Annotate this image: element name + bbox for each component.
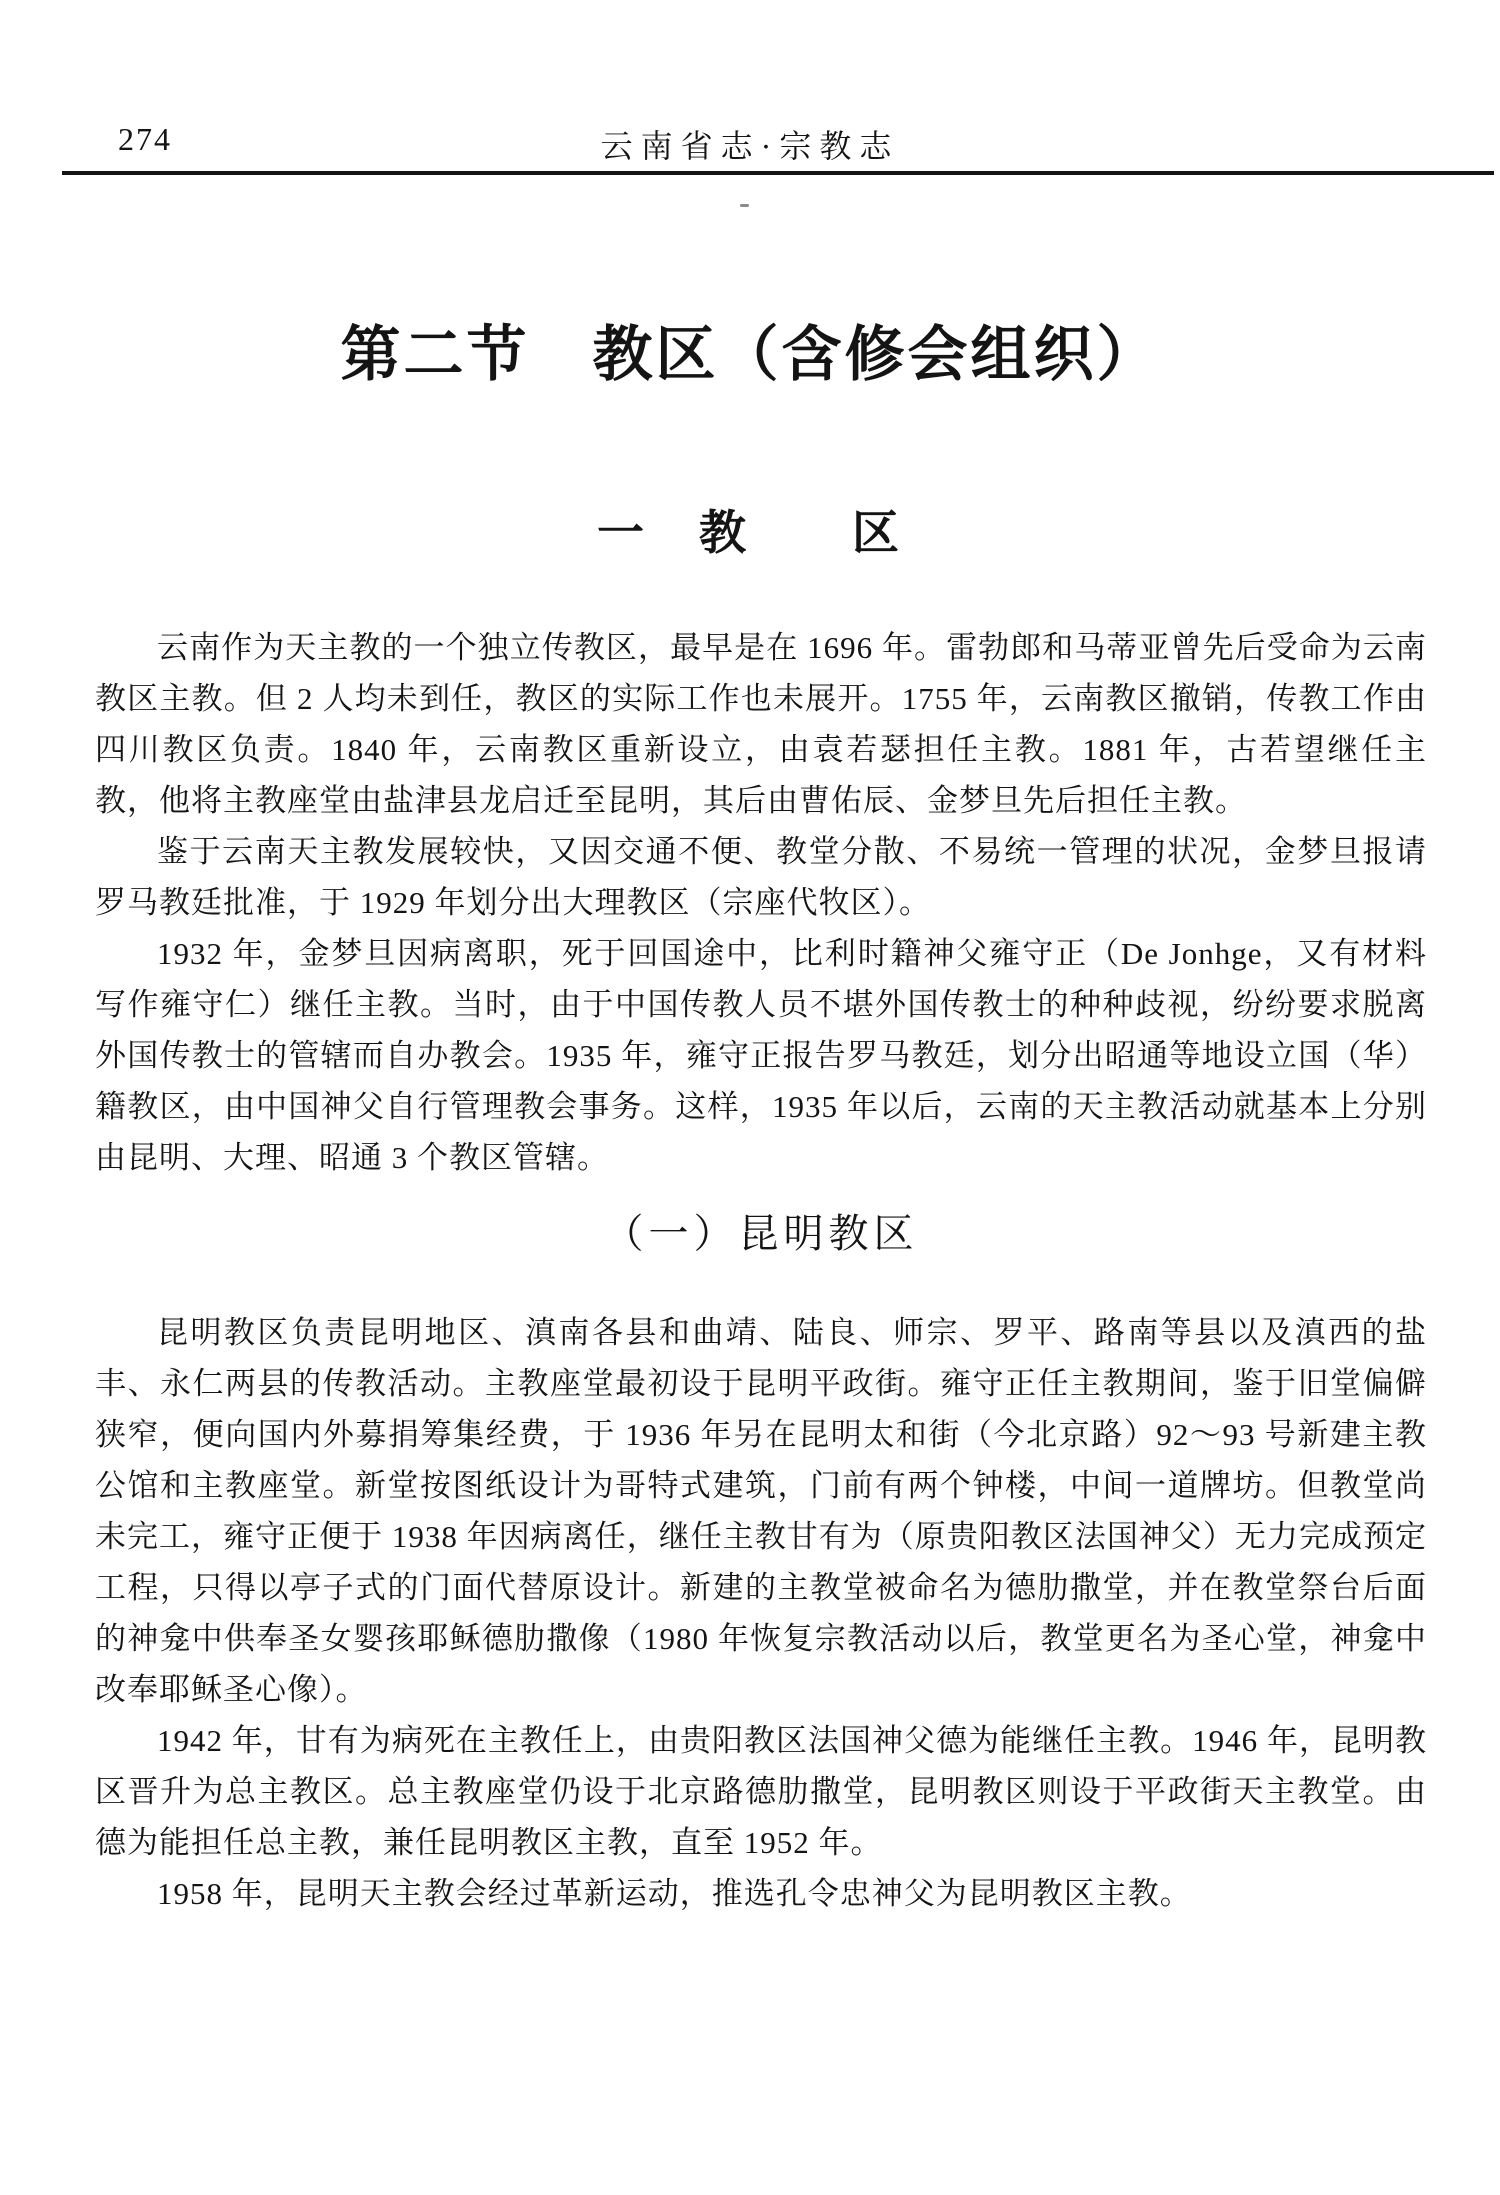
scan-artifact-dot <box>740 204 749 207</box>
part-heading: 一 教 区 <box>597 508 903 560</box>
subsection-heading: （一）昆明教区 <box>603 1211 919 1256</box>
chapter-title: 第二节 教区（含修会组织） <box>340 322 1160 388</box>
page-number: 274 <box>118 121 172 157</box>
paragraph-kunming-3: 1958 年，昆明天主教会经过革新运动，推选孔令忠神父为昆明教区主教。 <box>157 1876 1192 1911</box>
body-text <box>95 622 1427 1919</box>
paragraph-kunming-2: 1942 年，甘有为病死在主教任上，由贵阳教区法国神父德为能继任主教。1946 年，昆明教区晋升为总主教区。总主教座堂仍设于北京路德肋撒堂，昆明教区则设于平政街天主教堂。由德为能担任总主教，兼任昆明教区主教，直至 1952 年。 <box>95 1723 1427 1860</box>
header-rule <box>62 171 1494 175</box>
running-title: 云南省志·宗教志 <box>600 128 900 164</box>
paragraph-kunming-1: 昆明教区负责昆明地区、滇南各县和曲靖、陆良、师宗、罗平、路南等县以及滇西的盐丰、永仁两县的传教活动。主教座堂最初设于昆明平政街。雍守正任主教期间，鉴于旧堂偏僻狭窄，便向国内外募捐筹集经费，于 1936 年另在昆明太和街（今北京路）92～93 号新建主教公馆和主教座堂。新堂按图纸设计为哥特式建筑，门前有两个钟楼，中间一道牌坊。但教堂尚未完工，雍守正便于 1938 年因病离任，继任主教甘有为（原贵阳教区法国神父）无力完成预定工程，只得以亭子式的门面代替原设计。新建的主教堂被命名为德肋撒堂，并在教堂祭台后面的神龛中供奉圣女婴孩耶稣德肋撒像（1980 年恢复宗教活动以后，教堂更名为圣心堂，神龛中改奉耶稣圣心像）。 <box>95 1315 1427 1707</box>
paragraph-intro-3: 1932 年，金梦旦因病离职，死于回国途中，比利时籍神父雍守正（De Jonhge，又有材料写作雍守仁）继任主教。当时，由于中国传教人员不堪外国传教士的种种歧视，纷纷要求脱离外国传教士的管辖而自办教会。1935 年，雍守正报告罗马教廷，划分出昭通等地设立国（华）籍教区，由中国神父自行管理教会事务。这样，1935 年以后，云南的天主教活动就基本上分别由昆明、大理、昭通 3 个教区管辖。 <box>95 936 1427 1175</box>
paragraph-intro-1: 云南作为天主教的一个独立传教区，最早是在 1696 年。雷勃郎和马蒂亚曾先后受命为云南教区主教。但 2 人均未到任，教区的实际工作也未展开。1755 年，云南教区撤销，传教工作由四川教区负责。1840 年，云南教区重新设立，由袁若瑟担任主教。1881 年，古若望继任主教，他将主教座堂由盐津县龙启迁至昆明，其后由曹佑辰、金梦旦先后担任主教。 <box>95 630 1427 818</box>
paragraph-intro-2: 鉴于云南天主教发展较快，又因交通不便、教堂分散、不易统一管理的状况，金梦旦报请罗马教廷批准，于 1929 年划分出大理教区（宗座代牧区）。 <box>95 834 1427 920</box>
page-header <box>0 121 1500 164</box>
